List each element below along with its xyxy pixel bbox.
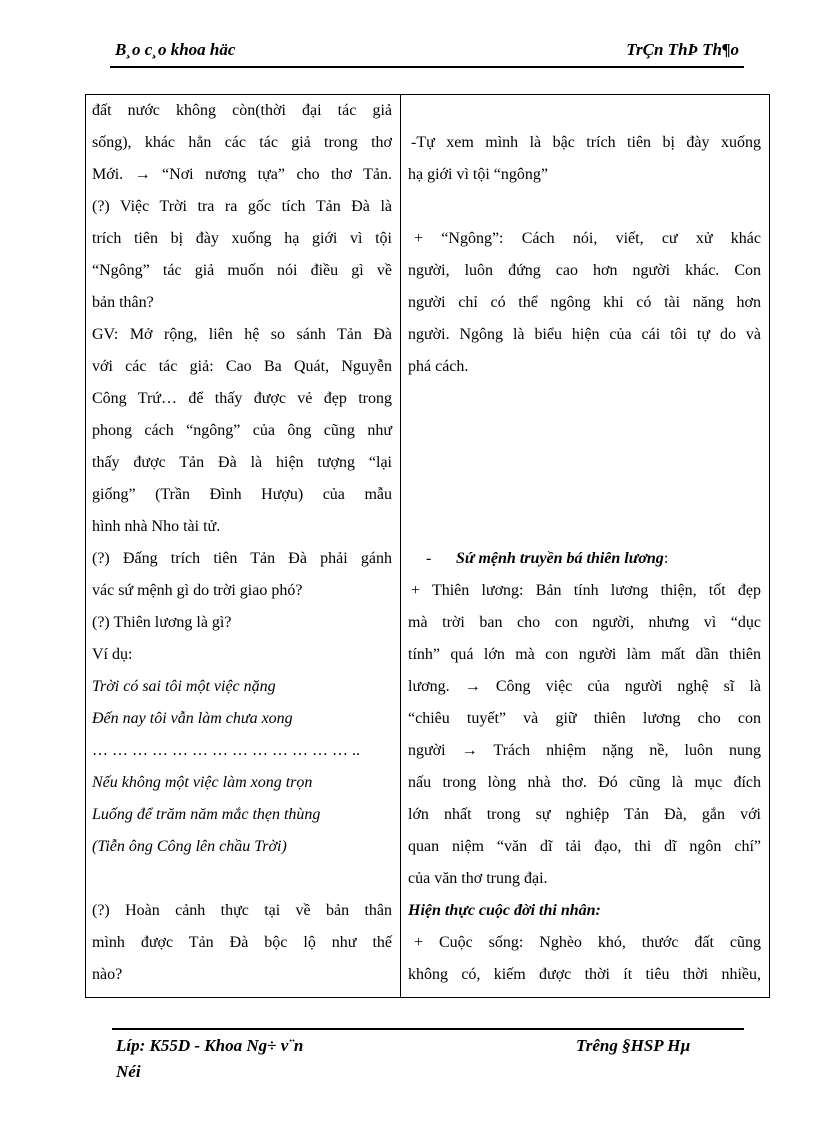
header-rule [110, 66, 744, 68]
heading-text: Sứ mệnh truyền bá thiên lương [456, 550, 664, 567]
poem-line: Trời có sai tôi một việc nặng [92, 678, 276, 695]
right-line: hạ giới vì tội “ngông” [408, 166, 548, 183]
left-line: hình nhà Nho tài tử. [92, 518, 221, 535]
header-report-title: B¸o c¸o khoa häc [115, 40, 236, 59]
right-line: lương. → Công việc của người nghệ sĩ là [408, 678, 761, 695]
right-line: người, luôn đứng cao hơn người khác. Con [408, 262, 761, 279]
poem-source: (Tiễn ông Công lên chầu Trời) [92, 838, 287, 855]
right-line: + Thiên lương: Bản tính lương thiện, tốt đẹp [411, 582, 761, 599]
right-line: của văn thơ trung đại. [408, 870, 548, 887]
left-line: (?) Hoàn cảnh thực tại về bản thân [92, 902, 392, 919]
right-line: người chỉ có thể ngông khi có tài năng hơn [408, 294, 761, 311]
right-line: người → Trách nhiệm nặng nề, luôn nung [408, 742, 761, 759]
footer-school: Trêng §HSP Hµ [576, 1036, 691, 1055]
right-line: quan niệm “văn dĩ tải đạo, thi dĩ ngôn chí” [408, 838, 761, 855]
right-line: người. Ngông là biểu hiện của cái tôi tự do và [408, 326, 761, 343]
footer-class: Líp: K55D - Khoa Ng÷ v¨n [116, 1036, 304, 1055]
header-author: TrÇn ThÞ Th¶o [626, 40, 739, 59]
left-line: mình được Tản Đà bộc lộ như thế [92, 934, 392, 951]
right-line: lớn nhất trong sự nghiệp Tản Đà, gắn với [408, 806, 761, 823]
left-line: Công Trứ… để thấy được vẻ đẹp trong [92, 390, 392, 407]
left-line: đất nước không còn(thời đại tác giả [92, 102, 392, 119]
left-line: Ví dụ: [92, 646, 133, 663]
poem-ellipsis: … … … … … … … … … … … … … .. [92, 742, 360, 759]
left-line: với các tác giả: Cao Ba Quát, Nguyễn [92, 358, 392, 375]
left-line: (?) Đấng trích tiên Tản Đà phải gánh [92, 550, 392, 567]
footer-rule [112, 1028, 744, 1030]
reality-heading: Hiện thực cuộc đời thi nhân: [408, 902, 601, 919]
right-line: không có, kiếm được thời ít tiêu thời nhiều, [408, 966, 761, 983]
left-line: thấy được Tản Đà là hiện tượng “lại [92, 454, 392, 471]
right-line: tính” quá lớn mà con người làm mất dần thiên [408, 646, 761, 663]
left-line: “Ngông” tác giả muốn nói điều gì về [92, 262, 392, 279]
heading-colon: : [663, 550, 669, 567]
right-line: + “Ngông”: Cách nói, viết, cư xử khác [414, 230, 761, 247]
left-line: giống” (Trần Đình Hượu) của mẫu [92, 486, 392, 503]
left-line: GV: Mở rộng, liên hệ so sánh Tản Đà [92, 326, 392, 343]
left-line: Mới. → “Nơi nương tựa” cho thơ Tản. [92, 166, 392, 183]
poem-line: Đến nay tôi vẫn làm chưa xong [92, 710, 293, 727]
lesson-table [85, 94, 770, 998]
footer-class-cont: Néi [116, 1062, 141, 1081]
poem-line: Luống để trăm năm mắc thẹn thùng [92, 806, 321, 823]
column-divider [400, 95, 401, 997]
left-line: bản thân? [92, 294, 154, 311]
mission-heading [408, 543, 761, 575]
left-line: sống), khác hẳn các tác giả trong thơ [92, 134, 392, 151]
page-header [115, 40, 745, 68]
poem-line: Nếu không một việc làm xong trọn [92, 774, 313, 791]
right-line: “chiêu tuyết” và giữ thiên lương cho con [408, 710, 761, 727]
right-line: phá cách. [408, 358, 469, 375]
left-line: trích tiên bị đày xuống hạ giới vì tội [92, 230, 392, 247]
left-line: vác sứ mệnh gì do trời giao phó? [92, 582, 303, 599]
left-line: (?) Việc Trời tra ra gốc tích Tản Đà là [92, 198, 392, 215]
left-line: phong cách “ngông” của ông cũng như [92, 422, 392, 439]
left-line: (?) Thiên lương là gì? [92, 614, 232, 631]
right-line: mà trời ban cho con người, nhưng vì “dục [408, 614, 761, 631]
left-line: nào? [92, 966, 123, 983]
right-line: + Cuộc sống: Nghèo khó, thước đất cũng [414, 934, 761, 951]
right-line: nấu trong lòng nhà thơ. Đó cũng là mục đích [408, 774, 761, 791]
right-line: -Tự xem mình là bậc trích tiên bị đày xuống [411, 134, 761, 151]
heading-dash: - [426, 550, 432, 567]
